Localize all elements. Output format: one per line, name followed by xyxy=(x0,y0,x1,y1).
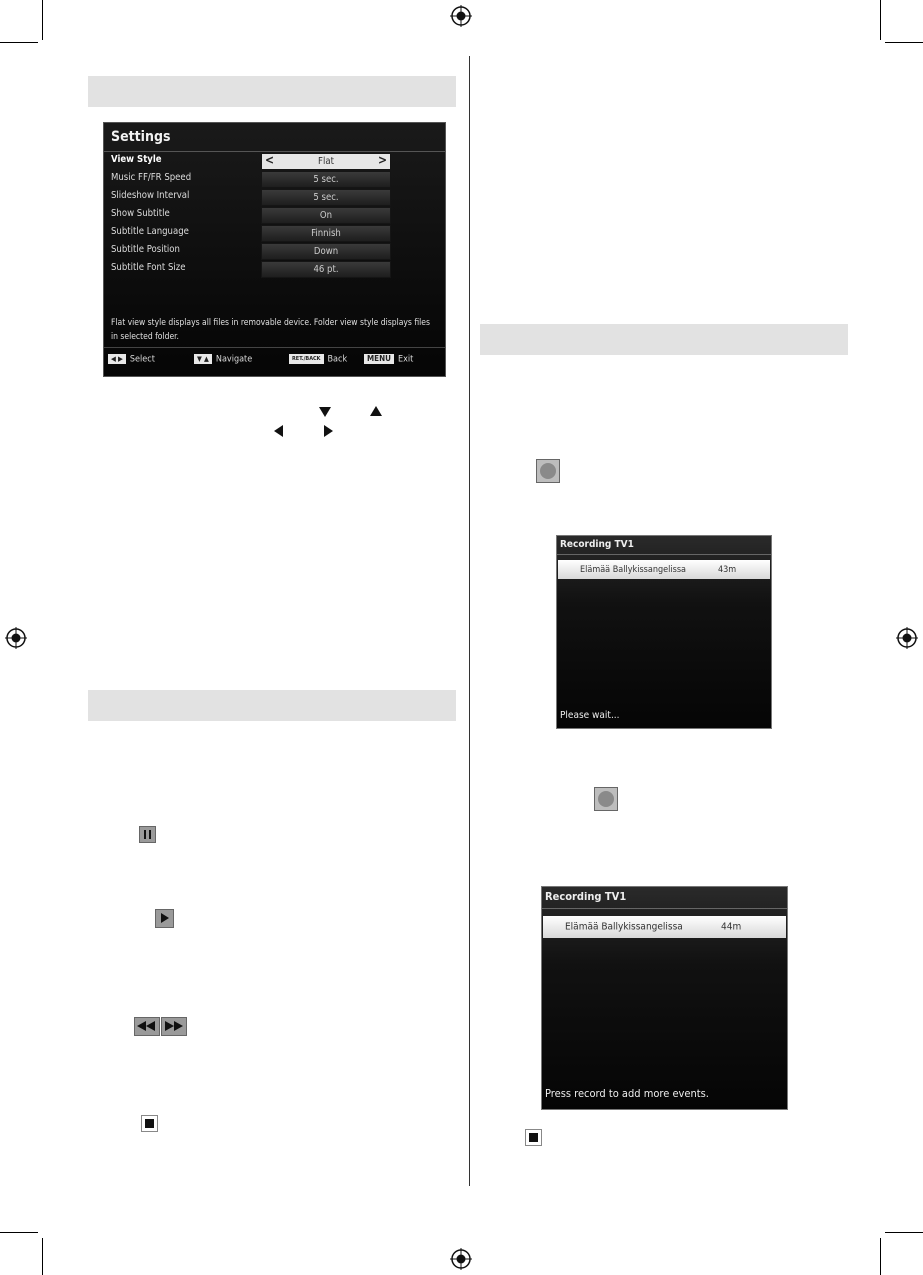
setting-label: Subtitle Position xyxy=(111,244,180,255)
column-divider xyxy=(469,56,470,1186)
crop-mark xyxy=(42,1238,43,1275)
stop-icon xyxy=(525,1129,542,1146)
footer-select-label: Select xyxy=(129,354,155,365)
pause-icon xyxy=(139,826,156,843)
down-arrow-icon xyxy=(319,407,331,417)
setting-label: Subtitle Language xyxy=(111,226,189,237)
section-header-bar xyxy=(480,324,848,355)
setting-label: Music FF/FR Speed xyxy=(111,172,192,183)
title-divider xyxy=(557,554,771,555)
event-duration: 43m xyxy=(718,564,737,575)
setting-value[interactable]: 5 sec. xyxy=(261,189,391,206)
left-right-arrows-icon: ◀ ▶ xyxy=(108,354,126,364)
setting-label: Slideshow Interval xyxy=(111,190,190,201)
setting-row-subtitle-language[interactable] xyxy=(111,225,441,241)
chevron-right-icon[interactable]: > xyxy=(377,153,387,167)
registration-mark-icon xyxy=(450,5,472,27)
settings-title: Settings xyxy=(111,129,171,145)
recording-status: Press record to add more events. xyxy=(545,1087,709,1100)
right-arrow-icon xyxy=(324,425,333,437)
title-divider xyxy=(542,908,787,909)
menu-key: MENU xyxy=(364,354,394,364)
setting-row-subtitle-font-size[interactable] xyxy=(111,261,441,277)
setting-row-show-subtitle[interactable] xyxy=(111,207,441,223)
footer-navigate xyxy=(194,354,252,366)
stop-icon xyxy=(141,1115,158,1132)
recording-screenshot-1 xyxy=(556,535,772,729)
footer-divider xyxy=(104,347,445,348)
setting-value[interactable]: 5 sec. xyxy=(261,171,391,188)
footer-exit xyxy=(364,354,413,366)
left-arrow-icon xyxy=(274,425,283,437)
crop-mark xyxy=(0,1232,38,1233)
title-divider xyxy=(104,151,445,152)
registration-mark-icon xyxy=(896,627,918,649)
setting-row-view-style[interactable] xyxy=(111,153,441,169)
setting-value[interactable]: 46 pt. xyxy=(261,261,391,278)
setting-row-subtitle-position[interactable] xyxy=(111,243,441,259)
recording-title: Recording TV1 xyxy=(560,539,634,550)
crop-mark xyxy=(42,0,43,40)
footer-back xyxy=(289,354,347,366)
setting-label: Subtitle Font Size xyxy=(111,262,186,273)
rewind-icon xyxy=(134,1017,160,1036)
setting-row-slideshow-interval[interactable] xyxy=(111,189,441,205)
setting-value[interactable]: Finnish xyxy=(261,225,391,242)
setting-row-music-speed[interactable] xyxy=(111,171,441,187)
footer-exit-label: Exit xyxy=(397,354,414,365)
crop-mark xyxy=(885,1232,923,1233)
crop-mark xyxy=(0,42,38,43)
record-button-icon xyxy=(594,787,618,811)
up-arrow-icon xyxy=(370,406,382,416)
setting-value[interactable]: Down xyxy=(261,243,391,260)
event-duration: 44m xyxy=(721,921,742,933)
footer-navigate-label: Navigate xyxy=(215,354,253,365)
setting-value[interactable]: On xyxy=(261,207,391,224)
setting-value[interactable] xyxy=(261,153,391,170)
event-name: Elämää Ballykissangelissa xyxy=(580,564,687,575)
up-down-arrows-icon: ▼ ▲ xyxy=(194,354,212,364)
registration-mark-icon xyxy=(450,1248,472,1270)
crop-mark xyxy=(880,1238,881,1275)
settings-description: Flat view style displays all files in removable device. Folder view style displays files in selected folder. xyxy=(111,318,430,342)
chevron-left-icon[interactable]: < xyxy=(265,153,275,167)
setting-label: View Style xyxy=(111,154,162,165)
recording-title: Recording TV1 xyxy=(545,890,627,903)
setting-value-text: Flat xyxy=(318,156,334,167)
setting-label: Show Subtitle xyxy=(111,208,170,219)
footer-select xyxy=(108,354,155,366)
recording-screenshot-2 xyxy=(541,886,788,1110)
recording-status: Please wait... xyxy=(560,710,620,721)
section-header-bar xyxy=(88,690,456,721)
section-header-bar xyxy=(88,76,456,107)
recording-event-row[interactable] xyxy=(543,916,786,938)
crop-mark xyxy=(880,0,881,40)
back-key: RET./BACK xyxy=(289,354,324,364)
event-name: Elämää Ballykissangelissa xyxy=(565,921,683,933)
registration-mark-icon xyxy=(5,627,27,649)
fast-forward-icon xyxy=(161,1017,187,1036)
footer-back-label: Back xyxy=(327,354,348,365)
crop-mark xyxy=(885,42,923,43)
settings-screenshot xyxy=(103,122,446,377)
record-button-icon xyxy=(536,459,560,483)
recording-event-row[interactable] xyxy=(558,560,770,579)
play-icon xyxy=(155,909,174,928)
